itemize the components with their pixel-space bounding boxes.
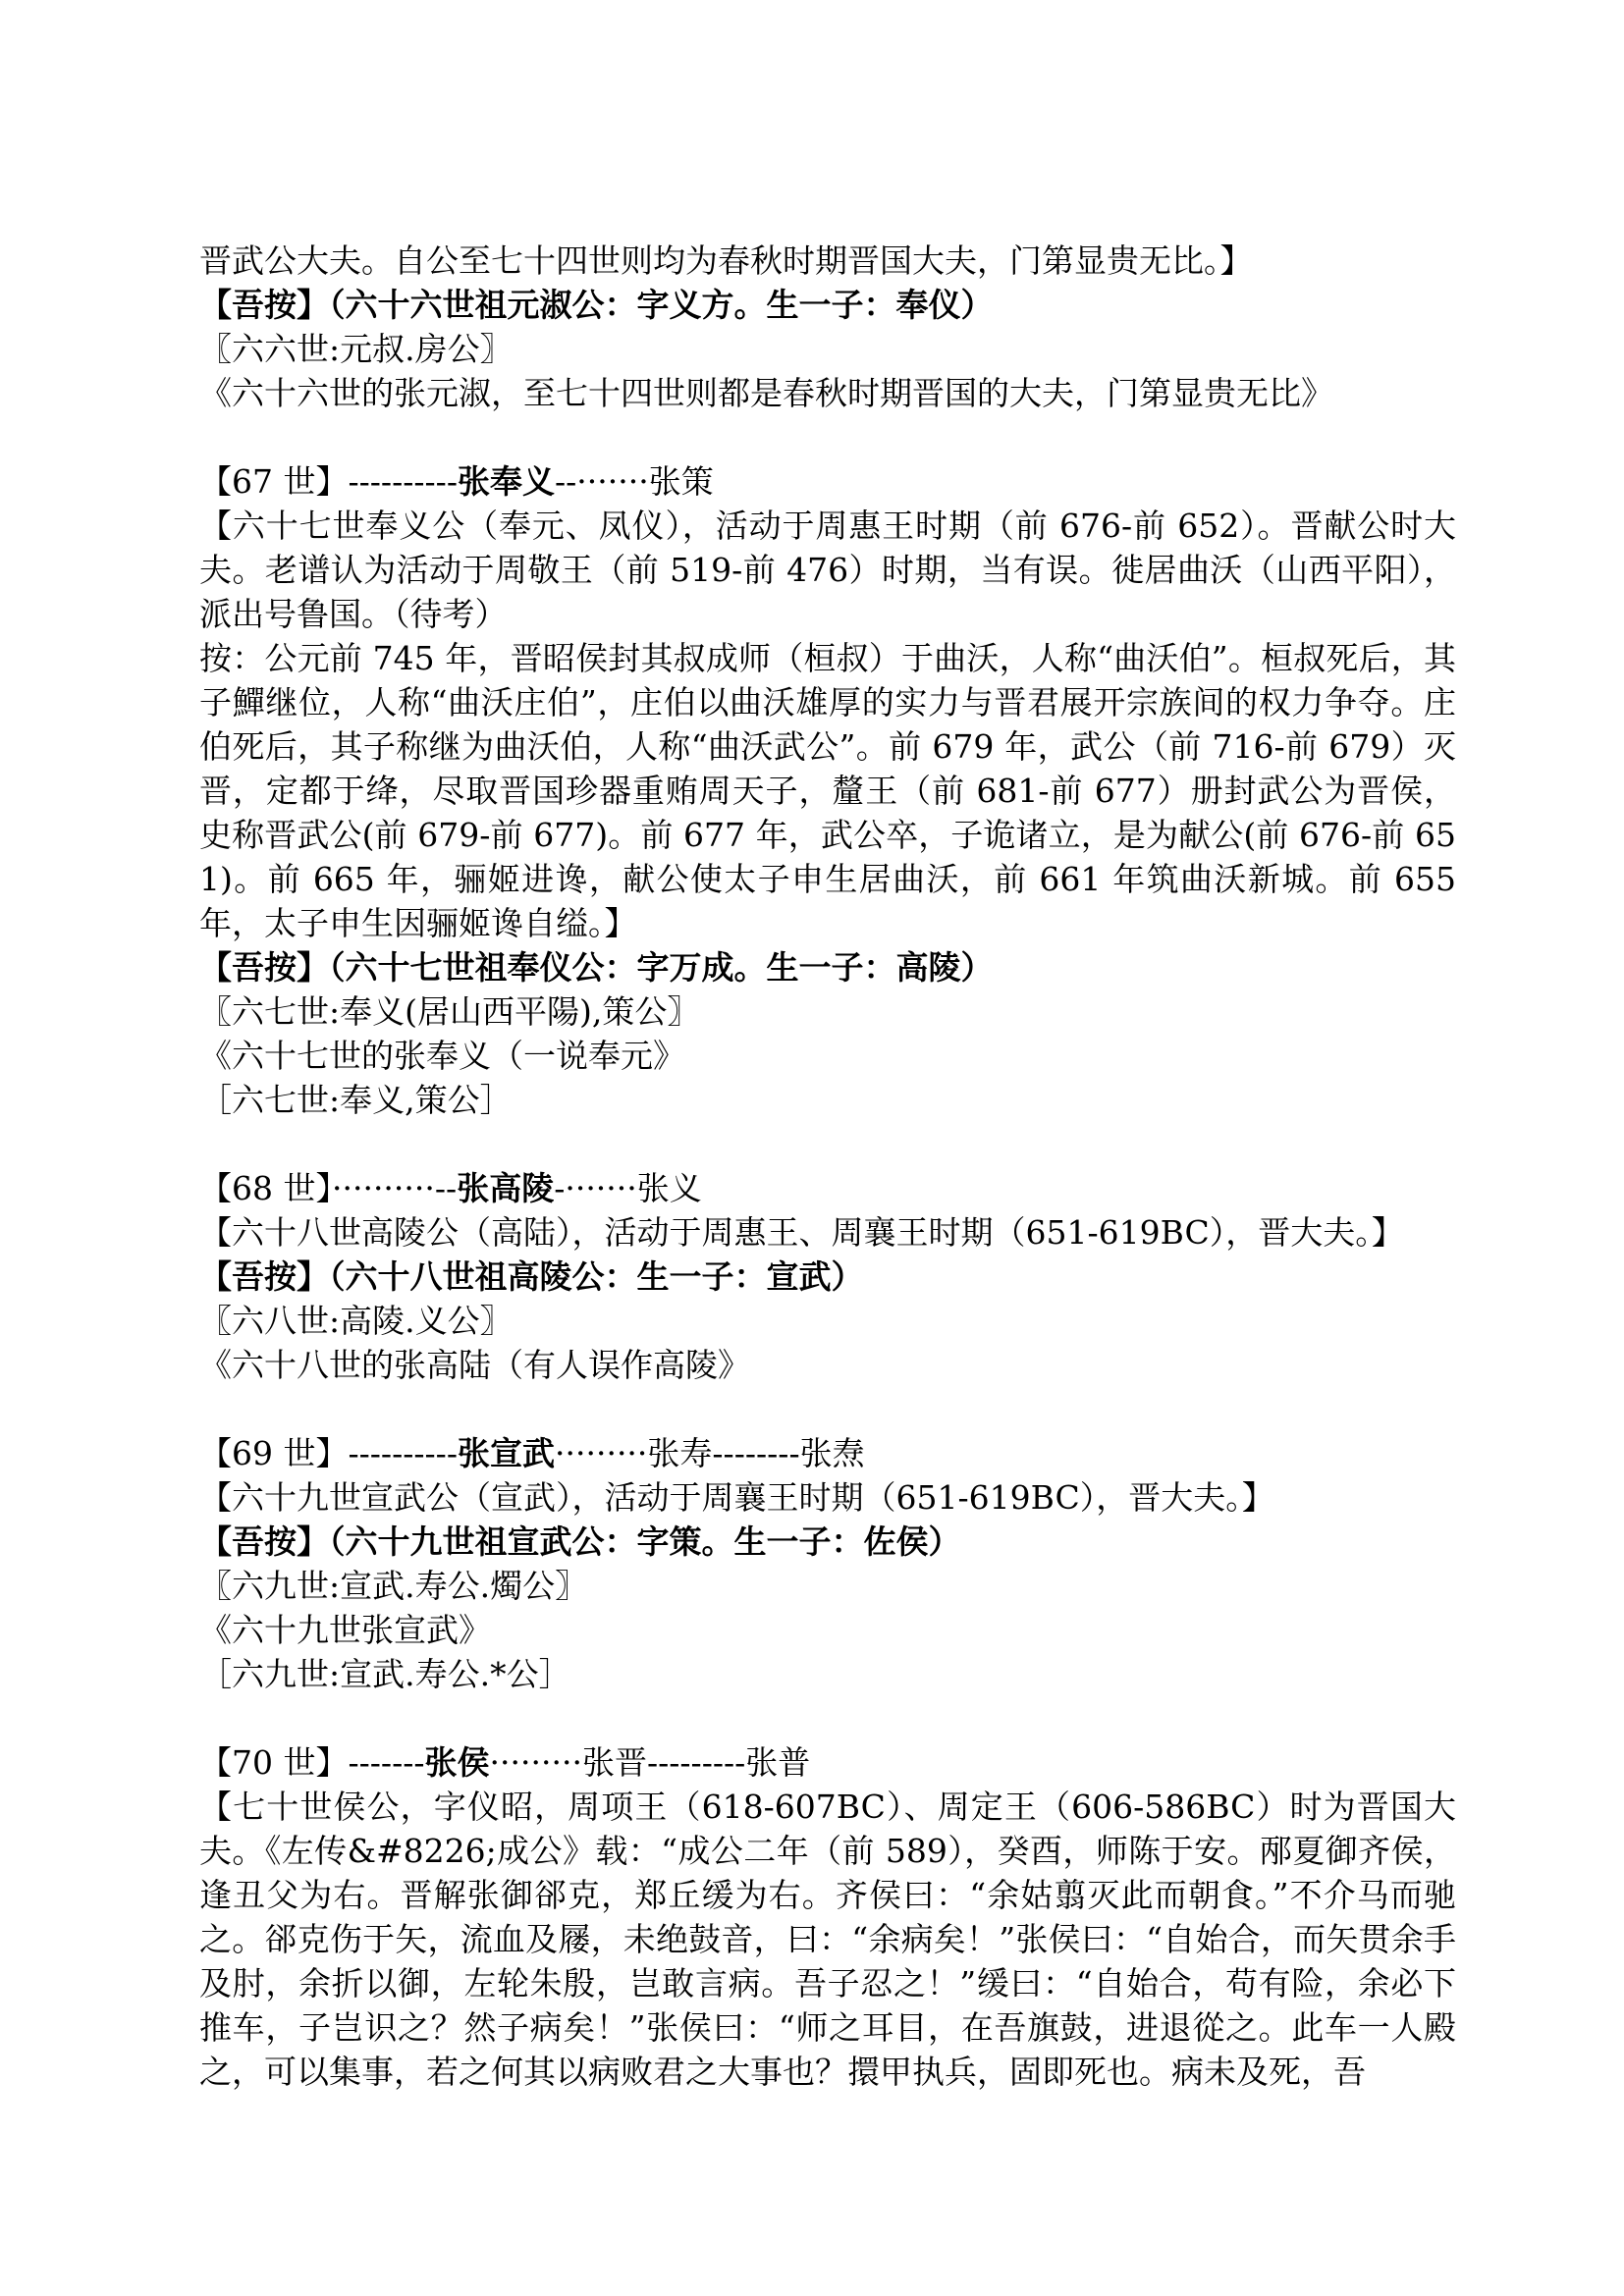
generation-heading (199, 1166, 1456, 1210)
text-paragraph: ［六九世:宣武.寿公.*公］ (199, 1655, 571, 1693)
text-paragraph: 【七十世侯公，字仪昭，周项王（618-607BC）、周定王（606-586BC）时为晋国大夫。《左传&#8226;成公》载：“成公二年（前 589），癸酉，师陈于安。邴夏御齐侯，逢丑父为右。晋解张御郤克，郑丘缓为右。齐侯曰：“余姑翦灭此而朝食。”不介马而驰之。郤克伤于矢，流血及屦，未绝鼓音，曰：“余病矣！”张侯曰：“自始合，而矢贯余手及肘，余折以御，左轮朱殷，岂敢言病。吾子忍之！”缓曰：“自始合，苟有险，余必下推车，子岂识之？然子病矣！”张侯曰：“师之耳目，在吾旗鼓，进退從之。此车一人殿之，可以集事，若之何其以病败君之大事也？擐甲执兵，固即死也。病未及死，吾 (199, 1788, 1456, 2091)
generation-heading (199, 459, 1456, 504)
lineage-text: ·········张寿--------张焘 (555, 1434, 865, 1472)
lineage-text: 【70 世】------- (199, 1743, 425, 1782)
document-page (199, 239, 1467, 2094)
ancestor-name: 张宣武 (458, 1434, 555, 1472)
text-paragraph: 《六十九世张宣武》 (199, 1611, 491, 1649)
blank-line (199, 1387, 1456, 1431)
lineage-text: ·········张晋---------张普 (489, 1743, 811, 1782)
blank-line (199, 415, 1456, 459)
note-heading: 【吾按】（六十七世祖奉仪公：字万成。生一子：高陵） (199, 948, 994, 987)
blank-line (199, 1696, 1456, 1740)
lineage-text: 【68 世】··········-- (199, 1169, 458, 1207)
generation-heading (199, 1431, 1456, 1475)
text-paragraph: 〖六八世:高陵.义公〗 (199, 1302, 513, 1340)
note-heading: 【吾按】（六十八世祖高陵公：生一子：宣武） (199, 1257, 864, 1296)
text-paragraph: 《六十七世的张奉义（一说奉元》 (199, 1037, 685, 1075)
text-paragraph: 〖六九世:宣武.寿公.燭公〗 (199, 1567, 588, 1605)
text-paragraph: 【六十八世高陵公（高陆），活动于周惠王、周襄王时期（651-619BC），晋大夫。】 (199, 1213, 1404, 1252)
text-paragraph: 〖六七世:奉义(居山西平陽),策公〗 (199, 992, 700, 1031)
lineage-text: --·······张策 (555, 462, 714, 501)
text-paragraph: 【六十九世宣武公（宣武），活动于周襄王时期（651-619BC），晋大夫。】 (199, 1478, 1274, 1517)
text-paragraph: 晋武公大夫。自公至七十四世则均为春秋时期晋国大夫，门第显贵无比。】 (199, 241, 1253, 280)
ancestor-name: 张高陵 (457, 1169, 555, 1207)
ancestor-name: 张奉义 (458, 462, 555, 501)
text-paragraph: 《六十六世的张元淑，至七十四世则都是春秋时期晋国的大夫，门第显贵无比》 (199, 374, 1333, 412)
note-heading: 【吾按】（六十六世祖元淑公：字义方。生一子：奉仪） (199, 286, 994, 324)
lineage-text: -·······张义 (554, 1169, 702, 1207)
lineage-text: 【67 世】---------- (199, 462, 458, 501)
lineage-text: 【69 世】---------- (199, 1434, 458, 1472)
text-paragraph: 【六十七世奉义公（奉元、凤仪），活动于周惠王时期（前 676-前 652）。晋献公时大夫。老谱认为活动于周敬王（前 519-前 476）时期，当有误。徙居曲沃（山西平阳），派出号鲁国。（待考） (199, 507, 1456, 633)
ancestor-name: 张侯 (424, 1743, 490, 1782)
text-paragraph: ［六七世:奉义,策公］ (199, 1081, 513, 1119)
generation-heading (199, 1740, 1456, 1785)
note-heading: 【吾按】（六十九世祖宣武公：字策。生一子：佐侯） (199, 1522, 961, 1561)
text-paragraph: 《六十八世的张高陆（有人误作高陵》 (199, 1346, 750, 1384)
text-paragraph: 〖六六世:元叔.房公〗 (199, 330, 513, 368)
blank-line (199, 1122, 1456, 1166)
text-paragraph: 按：公元前 745 年，晋昭侯封其叔成师（桓叔）于曲沃，人称“曲沃伯”。桓叔死后，其子鱓继位，人称“曲沃庄伯”，庄伯以曲沃雄厚的实力与晋君展开宗族间的权力争夺。庄伯死后，其子称继为曲沃伯，人称“曲沃武公”。前 679 年，武公（前 716-前 679）灭晋，定都于绛，尽取晋国珍器重贿周天子，釐王（前 681-前 677）册封武公为晋侯，史称晋武公(前 679-前 677)。前 677 年，武公卒，子诡诸立，是为献公(前 676-前 651)。前 665 年，骊姬进谗，献公使太子申生居曲沃，前 661 年筑曲沃新城。前 655 年，太子申生因骊姬谗自缢。】 (199, 639, 1467, 942)
